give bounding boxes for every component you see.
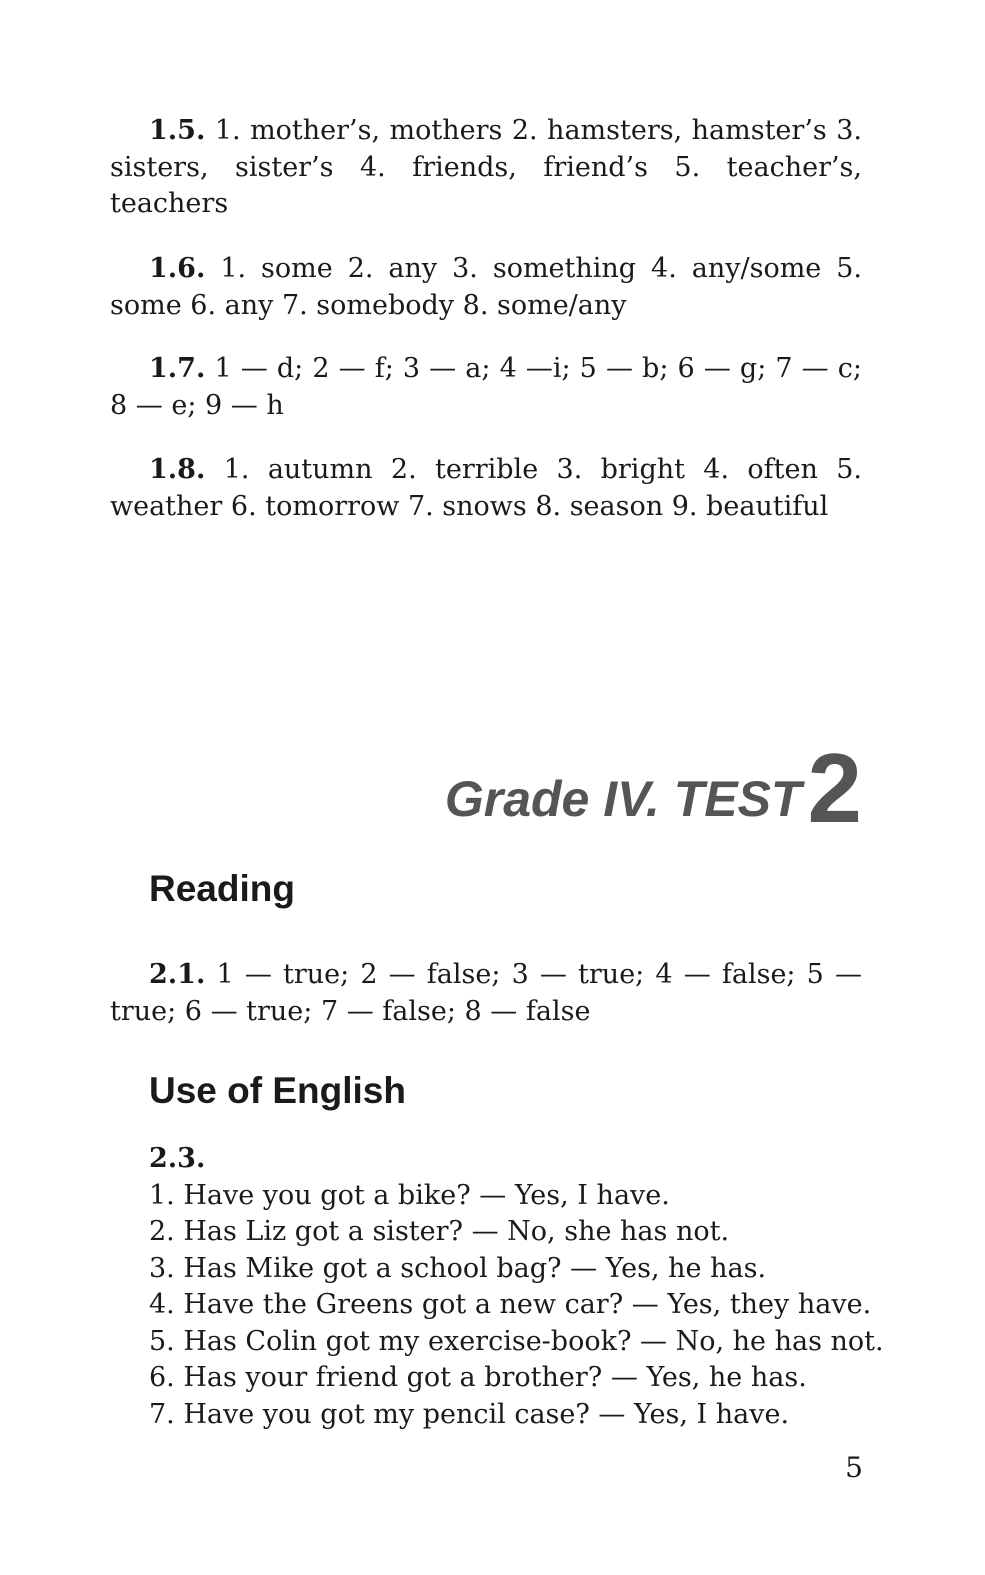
test-title xyxy=(444,733,862,849)
test-title-text: Grade IV. TEST xyxy=(444,771,802,827)
answer-text: 1. autumn 2. terrible 3. bright 4. often 5. weather 6. tomorrow 7. snows 8. season 9. beautiful xyxy=(110,454,862,522)
answer-line: 1. Have you got a bike? — Yes, I have. xyxy=(149,1179,670,1211)
answer-line: 5. Has Colin got my exercise-book? — No, he has not. xyxy=(149,1325,884,1357)
answer-1-6 xyxy=(110,251,862,324)
answer-line: 3. Has Mike got a school bag? — Yes, he has. xyxy=(149,1252,767,1284)
section-heading-use-of-english: Use of English xyxy=(149,1070,406,1111)
answer-number: 2.1. xyxy=(149,959,206,990)
answer-1-8 xyxy=(110,452,862,525)
section-heading-reading: Reading xyxy=(149,868,295,909)
answer-number: 1.7. xyxy=(149,353,206,384)
page-number: 5 xyxy=(845,1451,863,1484)
answer-1-5 xyxy=(110,113,862,223)
answer-2-1 xyxy=(110,957,862,1030)
test-number: 2 xyxy=(807,733,862,843)
answer-1-7 xyxy=(110,351,862,424)
answer-line: 2. Has Liz got a sister? — No, she has not. xyxy=(149,1216,730,1247)
answer-line: 4. Have the Greens got a new car? — Yes, they have. xyxy=(149,1289,872,1320)
answer-text: 1. mother’s, mothers 2. hamsters, hamster’s 3. sisters, sister’s 4. friends, friend’s 5. teacher’s, teachers xyxy=(110,115,862,219)
answer-line: 7. Have you got my pencil case? — Yes, I have. xyxy=(149,1398,790,1430)
answer-number: 1.6. xyxy=(149,253,206,284)
answer-text: 1 — d; 2 — f; 3 — a; 4 —i; 5 — b; 6 — g; 7 — c; 8 — e; 9 — h xyxy=(110,353,862,421)
answer-text: 1 — true; 2 — false; 3 — true; 4 — false; 5 — true; 6 — true; 7 — false; 8 — false xyxy=(110,959,862,1027)
answer-text: 1. some 2. any 3. something 4. any/some 5. some 6. any 7. somebody 8. some/any xyxy=(110,253,862,321)
answer-line: 6. Has your friend got a brother? — Yes, he has. xyxy=(149,1362,807,1393)
answer-number: 2.3. xyxy=(149,1143,206,1174)
answer-number: 1.8. xyxy=(149,454,206,485)
answer-2-3 xyxy=(110,1141,884,1433)
answer-number: 1.5. xyxy=(149,115,206,146)
